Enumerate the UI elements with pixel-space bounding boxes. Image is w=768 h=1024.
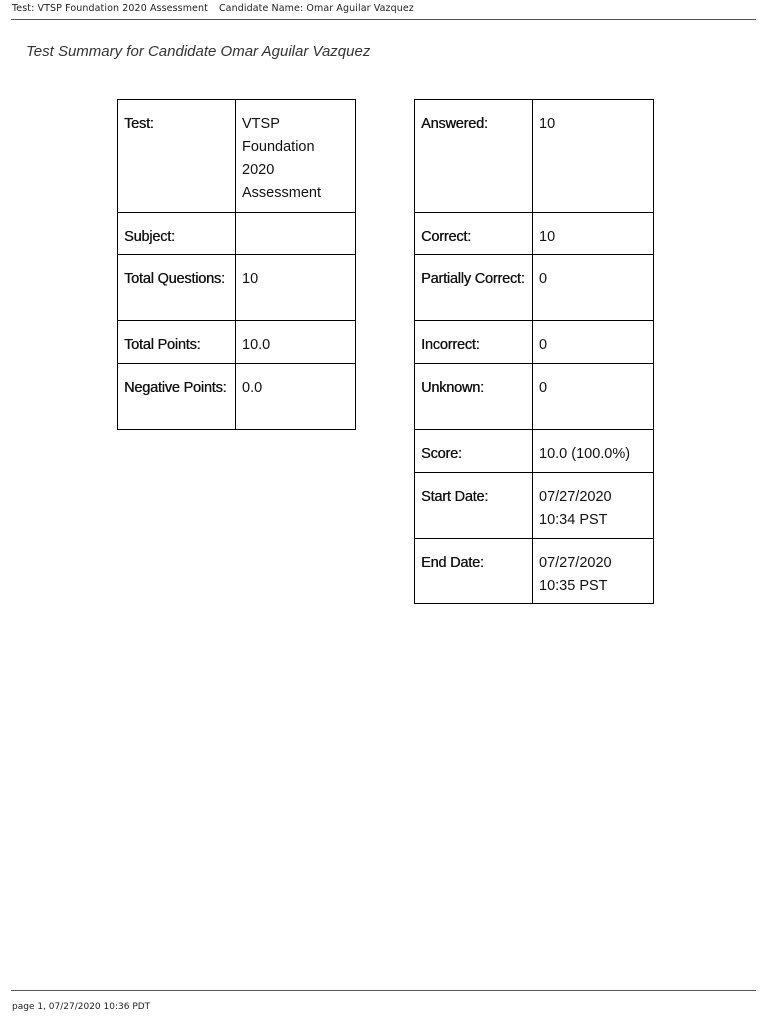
table-row-unknown xyxy=(415,364,654,430)
total-questions-label: Total Questions: xyxy=(118,255,236,321)
start-date-label: Start Date: xyxy=(415,473,533,539)
test-label: Test: xyxy=(118,100,236,213)
table-row-negative-points xyxy=(118,364,356,430)
header-candidate-name: Candidate Name: Omar Aguilar Vazquez xyxy=(218,3,414,14)
total-points-value: 10.0 xyxy=(236,321,356,364)
partially-correct-label: Partially Correct: xyxy=(415,255,533,321)
page-footer: page 1, 07/27/2020 10:36 PDT xyxy=(12,1002,151,1012)
table-row-incorrect xyxy=(415,321,654,364)
partially-correct-value: 0 xyxy=(533,255,654,321)
score-value: 10.0 (100.0%) xyxy=(533,430,654,473)
answered-value: 10 xyxy=(533,100,654,213)
incorrect-label: Incorrect: xyxy=(415,321,533,364)
total-questions-value: 10 xyxy=(236,255,356,321)
unknown-value: 0 xyxy=(533,364,654,430)
negative-points-value: 0.0 xyxy=(236,364,356,430)
answered-label: Answered: xyxy=(415,100,533,213)
header-divider xyxy=(11,19,756,20)
table-row-test xyxy=(118,100,356,213)
subject-value xyxy=(236,213,356,255)
total-points-label: Total Points: xyxy=(118,321,236,364)
score-label: Score: xyxy=(415,430,533,473)
test-value: VTSP Foundation 2020 Assessment xyxy=(236,100,356,213)
results-table xyxy=(414,99,654,604)
incorrect-value: 0 xyxy=(533,321,654,364)
table-row-end-date xyxy=(415,539,654,604)
unknown-label: Unknown: xyxy=(415,364,533,430)
page-header xyxy=(12,3,414,14)
table-row-score xyxy=(415,430,654,473)
table-row-total-questions xyxy=(118,255,356,321)
correct-label: Correct: xyxy=(415,213,533,255)
start-date-value: 07/27/2020 10:34 PST xyxy=(533,473,654,539)
header-test-name: Test: VTSP Foundation 2020 Assessment xyxy=(12,3,208,14)
negative-points-label: Negative Points: xyxy=(118,364,236,430)
table-row-correct xyxy=(415,213,654,255)
table-row-start-date xyxy=(415,473,654,539)
footer-divider xyxy=(11,990,756,991)
end-date-label: End Date: xyxy=(415,539,533,604)
correct-value: 10 xyxy=(533,213,654,255)
end-date-value: 07/27/2020 10:35 PST xyxy=(533,539,654,604)
test-info-table xyxy=(117,99,356,430)
table-row-partially-correct xyxy=(415,255,654,321)
table-row-subject xyxy=(118,213,356,255)
subject-label: Subject: xyxy=(118,213,236,255)
page-title: Test Summary for Candidate Omar Aguilar Vazquez xyxy=(26,43,371,60)
table-row-answered xyxy=(415,100,654,213)
table-row-total-points xyxy=(118,321,356,364)
